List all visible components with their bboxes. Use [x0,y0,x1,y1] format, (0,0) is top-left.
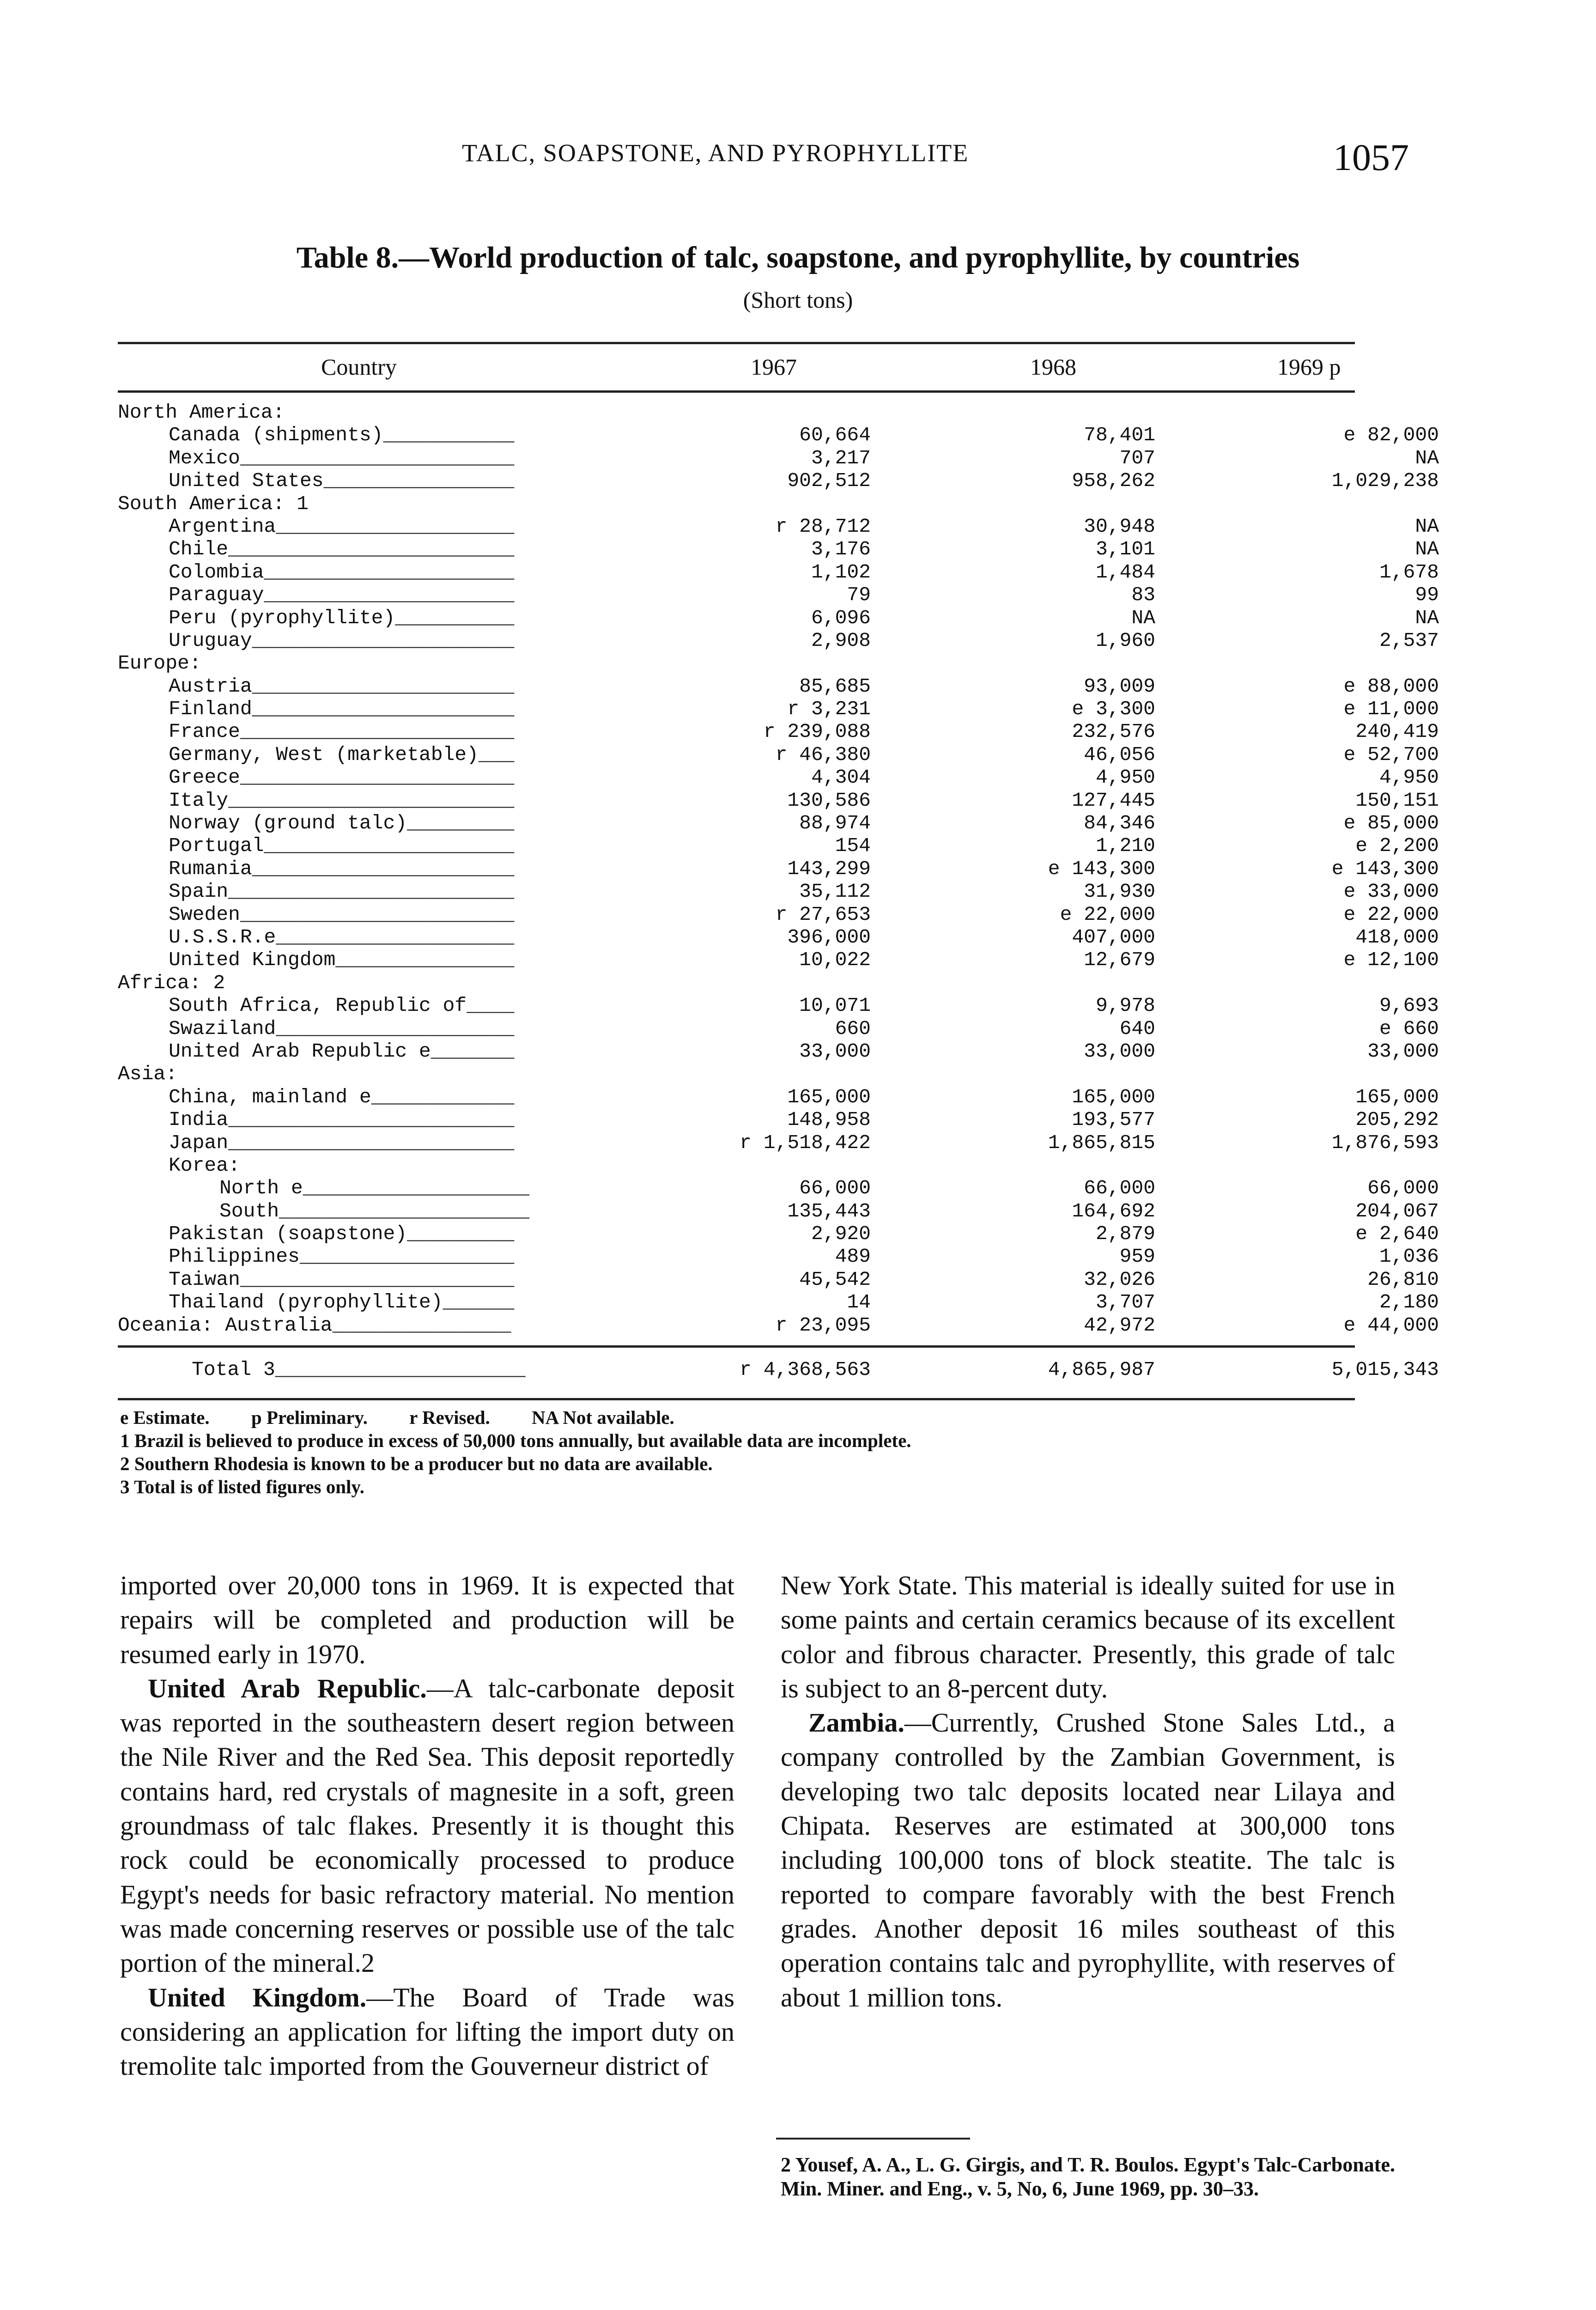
table-row [118,834,1439,857]
row-value-1969: 418,000 [1355,925,1439,948]
row-value-1969: e 2,200 [1355,834,1439,857]
row-value-1967: 14 [847,1291,871,1314]
footnote-1: 1 Brazil is believed to produce in excess of 50,000 tons annually, but available data are incomplete. [120,1430,911,1451]
row-value-1969: e 52,700 [1343,743,1439,766]
row-label: United Kingdom_______________ [169,948,515,972]
row-value-1969: e 22,000 [1343,903,1439,926]
table-row [118,1199,1439,1222]
row-value-1968: 33,000 [1084,1040,1155,1063]
row-label: Colombia_____________________ [169,560,515,584]
table-row [118,1131,1439,1154]
table-bottom-rule [118,1398,1355,1400]
row-label: Uruguay______________________ [169,629,515,652]
row-value-1968: 84,346 [1084,812,1155,835]
row-value-1968: 78,401 [1084,424,1155,447]
row-label: India________________________ [169,1108,515,1131]
row-value-1969: e 11,000 [1343,698,1439,721]
row-value-1968: 707 [1119,446,1155,469]
table-row [118,1154,1355,1177]
row-label: North America: [118,401,285,424]
row-value-1967: r 1,518,422 [740,1131,871,1154]
row-label: Argentina____________________ [169,515,515,538]
row-value-1968: 1,865,815 [1048,1131,1155,1154]
row-label: Norway (ground talc)_________ [169,812,515,835]
row-label: China, mainland e____________ [169,1085,515,1108]
table-row [118,469,1439,492]
row-value-1969: 1,876,593 [1331,1131,1439,1154]
body-uar: —A talc-carbonate deposit was reported in the southeastern desert region between the Nile River and the Red Sea. This deposit reportedly contains hard, red crystals of magnesite in a soft, green groundmass of talc flakes. Presently it is thought this rock could be economically processed to produce Egypt's needs for basic refractory material. No mention was made concerning reserves or possible use of the talc portion of the mineral.2 [120,1673,734,1978]
row-value-1968: 2,879 [1095,1222,1155,1246]
row-value-1969: 33,000 [1367,1040,1439,1063]
row-label: Greece_______________________ [169,766,515,789]
table-footnotes [120,1406,1344,1498]
heading-zambia: Zambia. [808,1708,904,1738]
table-row [118,1177,1439,1200]
header-1968: 1968 [1030,354,1076,380]
key-not-available: NA Not available. [532,1407,674,1428]
running-head: TALC, SOAPSTONE, AND PYROPHYLLITE [462,139,969,167]
row-value-1969: 150,151 [1355,789,1439,812]
total-1969: 5,015,343 [1331,1358,1439,1381]
row-value-1969: NA [1415,606,1439,629]
row-value-1967: r 239,088 [763,720,871,743]
row-value-1968: 1,484 [1095,560,1155,584]
total-1968: 4,865,987 [1048,1358,1155,1381]
row-value-1968: 42,972 [1084,1313,1155,1337]
header-1969: 1969 p [1277,354,1341,380]
row-value-1967: 3,176 [811,538,871,561]
table-top-rule [118,342,1355,344]
row-label: Africa: 2 [118,971,225,994]
total-label: Total 3_____________________ [192,1358,526,1381]
table-row [118,743,1439,766]
row-value-1969: e 85,000 [1343,812,1439,835]
row-value-1969: 205,292 [1355,1108,1439,1131]
row-label: Chile________________________ [169,538,515,561]
row-label: Asia: [118,1063,178,1086]
row-value-1967: r 28,712 [775,515,871,538]
row-label: Finland______________________ [169,698,515,721]
table-row [118,1222,1439,1246]
row-label: Europe: [118,652,201,675]
row-value-1967: 2,920 [811,1222,871,1246]
paragraph-continuation: imported over 20,000 tons in 1969. It is expected that repairs will be completed and production will be resumed early in 1970. [120,1570,734,1669]
row-value-1968: e 3,300 [1072,698,1155,721]
key-preliminary: p Preliminary. [251,1407,368,1428]
row-value-1967: 88,974 [799,812,871,835]
row-value-1967: 143,299 [787,857,871,880]
row-value-1967: r 3,231 [787,698,871,721]
table-row [118,766,1439,789]
table-region-row [118,1063,1355,1085]
row-label: Thailand (pyrophyllite)______ [169,1291,515,1314]
paragraph-new-york: New York State. This material is ideally suited for use in some paints and certain ceramics because of its excellent color and fibrous character. Presently, this grade of talc is subject to an 8-percent duty. [781,1570,1395,1703]
row-label: Oceania: Australia_______________ [118,1313,511,1337]
row-value-1969: e 44,000 [1343,1313,1439,1337]
key-estimate: e Estimate. [120,1407,210,1428]
body-uk: —The Board of Trade was considering an application for lifting the import duty on tremolite talc imported from the Gouverneur district of [120,1982,734,2081]
row-value-1968: e 143,300 [1048,857,1155,880]
table-total-rule [118,1345,1355,1348]
row-value-1967: 79 [847,584,871,607]
row-label: Sweden_______________________ [169,903,515,926]
row-value-1969: e 143,300 [1331,857,1439,880]
heading-uk: United Kingdom. [148,1982,367,2012]
row-value-1968: 9,978 [1095,994,1155,1017]
total-1967: r 4,368,563 [740,1358,871,1381]
footnote-rule [776,2138,970,2140]
table-title: Table 8.—World production of talc, soapstone, and pyrophyllite, by countries [296,241,1300,274]
header-1967: 1967 [751,354,797,380]
row-value-1967: 45,542 [799,1268,871,1291]
row-value-1967: r 27,653 [775,903,871,926]
row-value-1969: 165,000 [1355,1085,1439,1108]
row-value-1969: e 12,100 [1343,948,1439,972]
table-row [118,424,1439,447]
row-value-1969: e 660 [1379,1017,1439,1040]
body-zambia: —Currently, Crushed Stone Sales Ltd., a company controlled by the Zambian Government, is developing two talc deposits located near Lilaya and Chipata. Reserves are estimated at 300,000 tons including 100,000 tons of block steatite. The talc is reported to compare favorably with the best French grades. Another deposit 16 miles southeast of this operation contains talc and pyrophyllite, with reserves of about 1 million tons. [781,1708,1395,2012]
row-value-1969: e 88,000 [1343,675,1439,698]
row-value-1967: 489 [835,1245,871,1268]
table-total-row [118,1356,1439,1384]
row-value-1967: 902,512 [787,469,871,492]
table-row [118,1291,1439,1314]
row-value-1968: 193,577 [1072,1108,1155,1131]
row-label: Peru (pyrophyllite)__________ [169,606,515,629]
row-label: Japan________________________ [169,1131,515,1154]
footnote-3: 3 Total is of listed figures only. [120,1476,364,1497]
paragraph-zambia [781,1706,1395,2015]
table-row [118,1268,1439,1291]
row-value-1969: 66,000 [1367,1177,1439,1200]
key-revised: r Revised. [409,1407,490,1428]
row-label: North e___________________ [219,1177,529,1200]
table-row [118,1085,1439,1108]
footnote-2: 2 Southern Rhodesia is known to be a producer but no data are available. [120,1453,713,1474]
table-row [118,629,1439,652]
table-region-row [118,492,1355,515]
row-value-1969: 26,810 [1367,1268,1439,1291]
table-row [118,720,1439,743]
row-value-1968: e 22,000 [1060,903,1155,926]
row-value-1968: 12,679 [1084,948,1155,972]
row-label: France_______________________ [169,720,515,743]
row-value-1969: 204,067 [1355,1199,1439,1222]
row-value-1967: 60,664 [799,424,871,447]
row-value-1967: 85,685 [799,675,871,698]
row-label: Germany, West (marketable)___ [169,743,515,766]
table-region-row [118,401,1355,424]
table-region-row [118,652,1355,675]
row-label: Korea: [169,1154,240,1177]
table-row [118,1040,1439,1063]
row-value-1967: 130,586 [787,789,871,812]
table-region-row [118,972,1355,994]
row-value-1968: NA [1131,606,1155,629]
row-value-1967: 35,112 [799,880,871,903]
row-value-1968: 232,576 [1072,720,1155,743]
table-row [118,698,1439,721]
footnote-keys [120,1406,1344,1429]
text-column-right [781,1568,1395,2015]
row-label: Swaziland____________________ [169,1017,515,1040]
row-value-1969: 4,950 [1379,766,1439,789]
table-row [118,1108,1439,1131]
table-row [118,812,1439,835]
row-label: Spain________________________ [169,880,515,903]
row-value-1968: 32,026 [1084,1268,1155,1291]
table-row [118,994,1439,1017]
row-value-1967: r 23,095 [775,1313,871,1337]
page-footnote-2: 2 Yousef, A. A., L. G. Girgis, and T. R. Boulos. Egypt's Talc-Carbonate. Min. Miner. and Eng., v. 5, No, 6, June 1969, pp. 30–33. [781,2153,1395,2200]
table-row [118,538,1439,561]
table-unit: (Short tons) [743,287,853,313]
table-row [118,560,1439,584]
table-row [118,903,1439,926]
row-value-1967: 10,071 [799,994,871,1017]
row-label: South_____________________ [219,1199,529,1222]
row-value-1967: 2,908 [811,629,871,652]
table-row [118,1245,1439,1268]
page-number: 1057 [1333,136,1409,178]
paragraph-uar [120,1672,734,1981]
row-value-1969: 1,029,238 [1331,469,1439,492]
row-value-1968: 407,000 [1072,925,1155,948]
table-row [118,857,1439,880]
row-value-1969: e 2,640 [1355,1222,1439,1246]
row-value-1967: 154 [835,834,871,857]
table-row [118,789,1439,812]
row-label: Rumania______________________ [169,857,515,880]
table-row [118,948,1439,972]
row-value-1967: r 46,380 [775,743,871,766]
row-value-1967: 4,304 [811,766,871,789]
table-row [118,515,1439,538]
row-label: Portugal_____________________ [169,834,515,857]
row-label: Canada (shipments)___________ [169,424,515,447]
row-value-1969: 1,678 [1379,560,1439,584]
table-row [118,446,1439,469]
row-label: Austria______________________ [169,675,515,698]
row-value-1968: 30,948 [1084,515,1155,538]
row-value-1969: e 33,000 [1343,880,1439,903]
row-value-1967: 148,958 [787,1108,871,1131]
row-value-1968: 959 [1119,1245,1155,1268]
row-value-1968: 640 [1119,1017,1155,1040]
header-country: Country [321,354,397,380]
row-label: South America: 1 [118,492,309,515]
row-value-1968: 66,000 [1084,1177,1155,1200]
table-row [118,1017,1439,1040]
row-label: United States________________ [169,469,515,492]
row-label: Philippines__________________ [169,1245,515,1268]
row-value-1968: 164,692 [1072,1199,1155,1222]
row-value-1969: NA [1415,515,1439,538]
text-column-left [120,1568,734,2083]
row-value-1967: 66,000 [799,1177,871,1200]
row-label: Italy________________________ [169,789,515,812]
table-header-row [118,353,1355,386]
row-value-1969: 99 [1415,584,1439,607]
row-value-1967: 6,096 [811,606,871,629]
row-value-1968: 958,262 [1072,469,1155,492]
row-value-1967: 10,022 [799,948,871,972]
table-row [118,675,1439,698]
row-value-1969: NA [1415,538,1439,561]
table-row [118,925,1439,948]
row-label: South Africa, Republic of____ [169,994,515,1017]
heading-uar: United Arab Republic. [148,1673,427,1703]
table-header-rule [118,390,1355,393]
row-label: United Arab Republic e_______ [169,1040,515,1063]
row-value-1969: 2,180 [1379,1291,1439,1314]
row-value-1967: 396,000 [787,925,871,948]
row-value-1967: 33,000 [799,1040,871,1063]
table-region-row [118,1313,1439,1337]
row-label: Mexico_______________________ [169,446,515,469]
row-label: Pakistan (soapstone)_________ [169,1222,515,1246]
row-value-1967: 165,000 [787,1085,871,1108]
row-label: Taiwan_______________________ [169,1268,515,1291]
row-value-1969: 9,693 [1379,994,1439,1017]
row-value-1968: 1,960 [1095,629,1155,652]
row-value-1968: 1,210 [1095,834,1155,857]
row-value-1967: 1,102 [811,560,871,584]
row-value-1969: 1,036 [1379,1245,1439,1268]
row-value-1969: NA [1415,446,1439,469]
row-value-1967: 3,217 [811,446,871,469]
row-label: Paraguay_____________________ [169,584,515,607]
row-value-1968: 4,950 [1095,766,1155,789]
table-row [118,584,1439,607]
row-value-1968: 31,930 [1084,880,1155,903]
row-value-1968: 83 [1131,584,1155,607]
row-value-1968: 46,056 [1084,743,1155,766]
paragraph-uk [120,1981,734,2084]
row-value-1969: 2,537 [1379,629,1439,652]
row-label: U.S.S.R.e____________________ [169,925,515,948]
row-value-1969: e 82,000 [1343,424,1439,447]
row-value-1968: 93,009 [1084,675,1155,698]
row-value-1968: 3,101 [1095,538,1155,561]
row-value-1967: 660 [835,1017,871,1040]
table-row [118,880,1439,903]
table-body [118,401,1439,1337]
table-row [118,606,1439,629]
row-value-1967: 135,443 [787,1199,871,1222]
row-value-1969: 240,419 [1355,720,1439,743]
row-value-1968: 127,445 [1072,789,1155,812]
row-value-1968: 3,707 [1095,1291,1155,1314]
row-value-1968: 165,000 [1072,1085,1155,1108]
